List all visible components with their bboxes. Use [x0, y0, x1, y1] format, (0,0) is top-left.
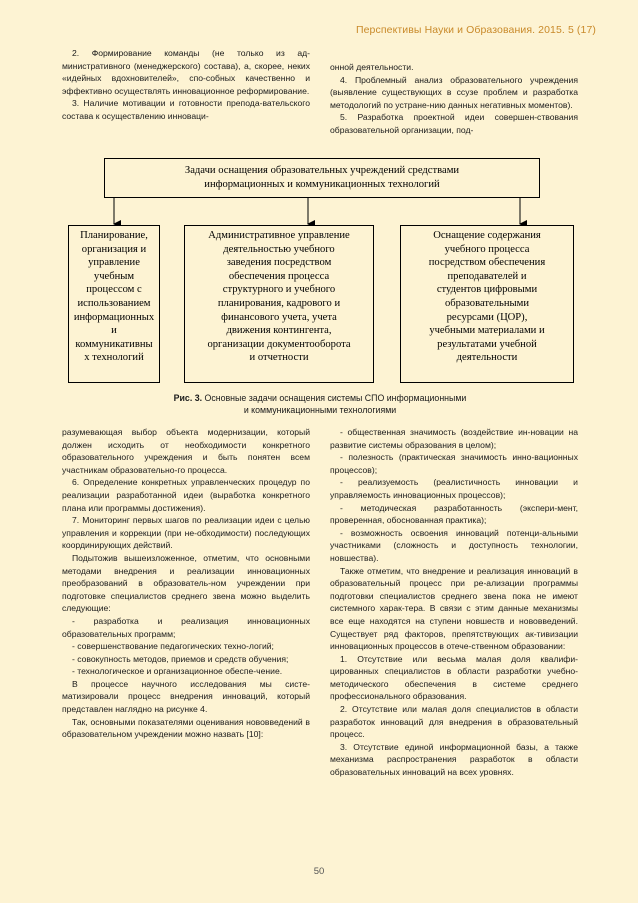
diagram-box-line: управление	[88, 257, 140, 269]
diagram-box-content	[400, 225, 574, 383]
diagram-box-line: учебным	[93, 270, 135, 282]
diagram-box-line: х технологий	[84, 352, 144, 364]
diagram-box-line: преподавателей и	[447, 270, 527, 282]
diagram-box-line: информационных и коммуникационных технологий	[204, 178, 440, 190]
diagram-box-line: финансового учета, учета	[221, 311, 337, 323]
paragraph: - разработка и реализация инновационных образовательных программ;	[62, 615, 310, 639]
paragraph: онной деятельности.	[330, 62, 414, 72]
diagram-box-line: заведения посредством	[226, 257, 332, 269]
paragraph: - методическая разработанность (экспери-мент, проверенная, обоснованная практика);	[330, 502, 578, 526]
text-column-bottom-left	[62, 426, 310, 741]
paragraph: 5. Разработка проектной идеи совершен-ствования образовательной организации, под-	[330, 112, 578, 135]
paragraph: - совокупность методов, приемов и средств обучения;	[72, 653, 289, 664]
paragraph: - общественная значимость (воздействие ин-новации на развитие системы образования в целом);	[330, 427, 578, 450]
paragraph: - технологическое и организационное обеспе-чение.	[72, 666, 283, 677]
figure-diagram	[60, 150, 582, 388]
diagram-box-line: деятельности	[456, 352, 518, 364]
diagram-box-line: учебного процесса	[444, 243, 530, 255]
paragraph: Подытожив вышеизложенное, отметим, что основными методами внедрения и реализации инновационных преобразований в образователь-ном учреждении при подготовке специалистов среднего звена можно выделить следующие:	[62, 552, 310, 614]
paragraph: - реализуемость (реалистичность инновации и управляемость инновационных процессов);	[330, 477, 578, 500]
diagram-box-line: Планирование,	[80, 230, 148, 241]
paragraph: - совершенствование педагогических техно-логий;	[72, 641, 274, 652]
paragraph: 7. Мониторинг первых шагов по реализации идеи с целью управления и коррекции (при не-обходимости) последующих координирующих действий.	[62, 515, 310, 551]
diagram-box-line: движения контингента,	[226, 325, 332, 337]
diagram-box-line: организация и	[81, 243, 147, 255]
caption-label: Рис. 3.	[173, 393, 203, 403]
paragraph: 4. Проблемный анализ образовательного учреждения (выявление существующих в ссузе проблем и разработка методологий по устране-нию данных негативных моментов).	[330, 74, 578, 110]
page-number: 50	[313, 866, 325, 877]
diagram-box-line: результатами учебной	[437, 338, 537, 350]
diagram-box-line: информационных	[73, 311, 155, 323]
diagram-box-planning	[68, 225, 160, 383]
diagram-box-line: и отчетности	[249, 352, 309, 364]
diagram-box-line: студентов цифровыми	[436, 284, 538, 296]
diagram-box-line: планирования, кадрового и	[217, 297, 341, 309]
text-column-top-left	[62, 47, 310, 123]
diagram-box-line: деятельностью учебного	[223, 243, 335, 255]
paragraph: Также отметим, что внедрение и реализация инноваций в образовательный процесс при ре-ализации программы подготовки специалистов среднего звена пока не имеют системного харак-тера. В связи с этим данные механизмы все еще находятся на ступени новшеств и нововведений. Существует ряд факторов, препятствующих ак-тивизации инновационных процессов в отече-ственном образовании:	[330, 565, 578, 652]
running-header: Перспективы Науки и Образования. 2015. 5 (17)	[355, 24, 596, 36]
paragraph: 2. Формирование команды (не только из ад-министративного (менеджерского) состава), а, скорее, неких «идейных вдохновителей», спо-собных качественно и эффективно осуществлять инновационное реформирование.	[62, 48, 310, 96]
diagram-box-administration	[184, 225, 374, 383]
diagram-box-line: использованием	[77, 297, 151, 309]
paragraph: 6. Определение конкретных управленческих процедур по реализации разработанной идеи (выработка конкретного плана или программы достижения).	[62, 477, 310, 513]
paragraph: - возможность освоения инноваций потенци-альными участниками (сложность и доступность технологии, новшества).	[330, 527, 578, 563]
diagram-box-line: процессом с	[86, 284, 142, 296]
diagram-box-line: коммуникативны	[75, 338, 153, 350]
diagram-box-line: Оснащение содержания	[433, 230, 541, 241]
caption-line-1: Основные задачи оснащения системы СПО информационными	[202, 393, 467, 403]
figure-caption	[62, 392, 578, 416]
diagram-box-line: посредством обеспечения	[428, 257, 546, 269]
diagram-box-line: организации документооборота	[207, 338, 351, 350]
diagram-box-line: Административное управление	[208, 230, 350, 241]
paragraph: - полезность (практическая значимость инно-вационных процессов);	[330, 452, 578, 475]
diagram-box-line: и	[111, 325, 117, 337]
diagram-box-line: образовательными	[444, 297, 529, 309]
text-column-bottom-right	[330, 426, 578, 779]
paragraph: 1. Отсутствие или весьма малая доля квалифи-цированных специалистов в области разработки учебно-методического обеспечения в системе среднего профессионального образования.	[330, 653, 578, 702]
diagram-box-line: структурного и учебного	[222, 284, 336, 296]
diagram-box-line: обеспечения процесса	[228, 270, 330, 282]
caption-line-2: и коммуникационными технологиями	[243, 405, 397, 415]
diagram-box-line: Задачи оснащения образовательных учреждений средствами	[184, 165, 460, 176]
paragraph: Так, основными показателями оценивания нововведений в образовательном учреждении можно назвать [10]:	[62, 716, 310, 740]
diagram-box-line: ресурсами (ЦОР),	[446, 311, 528, 323]
paragraph: 2. Отсутствие или малая доля специалистов в области разработок инноваций для внедрения в образовательный процесс.	[330, 704, 578, 740]
paragraph: 3. Отсутствие единой информационной базы, а также механизма распространения разработок в области образовательных инноваций на всех уровнях.	[330, 741, 578, 778]
diagram-box-line: учебными материалами и	[429, 325, 545, 337]
text-column-top-right	[330, 61, 578, 137]
paragraph: 3. Наличие мотивации и готовности препода-вательского состава к осуществлению инноваци-	[62, 98, 310, 121]
paragraph: В процессе научного исследования мы систе-матизировали процесс внедрения инноваций, который представлен наглядно на рисунке 4.	[62, 678, 310, 715]
paragraph: разумевающая выбор объекта модернизации, который должен исходить от необходимости конкретного образовательного учреждения и быть понятен всем участникам образовательно-го процесса.	[62, 427, 310, 475]
diagram-box-main-task	[104, 158, 540, 198]
